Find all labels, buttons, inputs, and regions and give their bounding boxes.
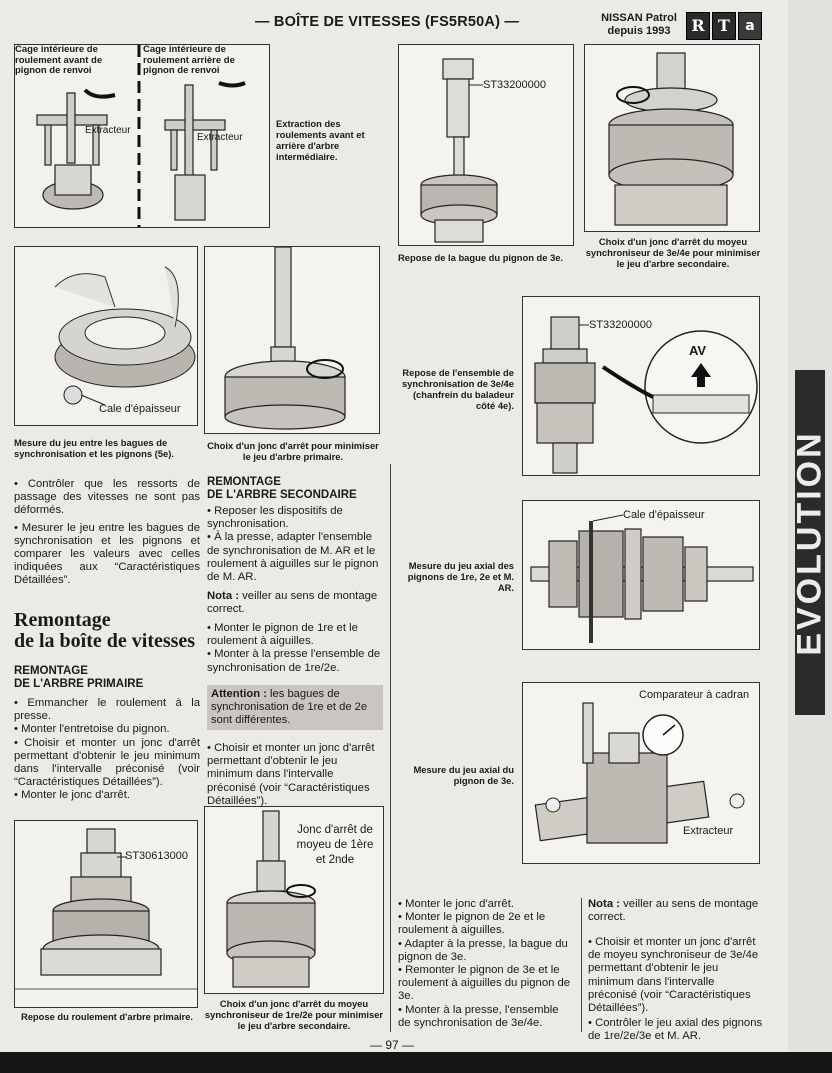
label-front-bearing: Cage intérieure de roulement avant de pignon de renvoi [15,45,131,77]
caption-axial-play-1-2-rev: Mesure du jeu axial des pignons de 1re, 2e et M. AR. [407,560,514,593]
section-title-l2: de la boîte de vitesses [14,630,196,652]
figure-mainshaft-bearing [14,820,198,1008]
caption-snap-ring-1-2: Choix d'un jonc d'arrêt du moyeu synchroniseur de 1re/2e pour minimiser le jeu d'arbre secondaire. [204,998,384,1031]
col2-step-4: • Monter à la presse l'ensemble de synchronisation de 1re/2e. [207,648,381,674]
side-tab-label: EVOLUTION [790,430,829,656]
bottom-edge [0,1052,832,1073]
col2-nota-text: veiller au sens de montage correct. [207,590,378,616]
label-hub-snap-ring-l2: moyeu de 1ère [296,839,374,851]
subheading-countershaft-l2: DE L'ARBRE SECONDAIRE [207,489,357,501]
col2-step-1: • Reposer les dispositifs de synchronisation. [207,505,343,531]
logo-letter-t: T [712,12,736,40]
column-divider-3 [581,898,582,1032]
label-tool-st33200000: ST33200000 [483,79,546,91]
caption-synchro-clearance: Mesure du jeu entre les bagues de synchronisation et les pignons (5e). [14,437,174,459]
column-divider-2 [390,464,391,1032]
label-hub-snap-ring-l3: et 2nde [315,854,355,866]
figure-third-gear-bushing [398,44,574,246]
attention-label: Attention : [211,688,267,700]
col2-nota [207,590,383,616]
col3-step-1: • Monter le jonc d'arrêt. [398,898,514,910]
page-title: — BOÎTE DE VITESSES (FS5R50A) — [255,14,520,30]
col1-steps [14,697,200,803]
col2-steps [207,505,383,584]
figure-mainshaft-snap-ring [204,246,380,434]
logo-letter-a: a [738,12,762,40]
figure-snap-ring-1-2 [204,806,384,994]
col3-steps [398,898,574,1030]
figure-synchro-clearance [14,246,198,426]
col4-step-1: • Choisir et monter un jonc d'arrêt de moyeu synchroniseur de 3e/4e permettant d'obtenir le jeu minimum dans l'intervalle préconisé (voir “Caractéristiques Détaillées”). [588,936,759,1015]
col4-nota-label: Nota : [588,898,621,910]
brand-block [596,12,682,38]
caption-third-gear-bushing: Repose de la bague du pignon de 3e. [398,252,564,263]
label-extractor-right: Extracteur [197,132,243,143]
col2-nota-label: Nota : [207,590,240,602]
col2-steps-b [207,622,383,675]
label-hub-snap-ring-l1: Jonc d'arrêt de [297,824,373,836]
label-tool-st33200000-b: ST33200000 [589,319,652,331]
shaft-illustration [205,247,379,433]
col1-checks [14,478,200,592]
subheading-countershaft [207,476,357,502]
label-front-arrow: AV [689,343,707,358]
synchro-ring-illustration [15,247,197,425]
col4-nota-text: veiller au sens de montage correct. [588,898,759,924]
gear-stack-illustration [523,501,759,649]
attention-text: les bagues de synchronisation de 1re et de 2e sont différentes. [211,688,368,726]
label-extractor-left: Extracteur [85,125,131,136]
col1-step-3: • Choisir et monter un jonc d'arrêt permettant d'obtenir le jeu minimum dans l'intervalle préconisé (voir “Caractéristiques Détaillées”). [14,736,200,789]
subheading-countershaft-l1: REMONTAGE [207,476,281,488]
figure-snap-ring-3-4 [584,44,760,232]
logo-letter-r: R [686,12,710,40]
figure-axial-play-third [522,682,760,864]
col1-bullet-1: • Contrôler que les ressorts de passage des vitesses ne sont pas déformés. [14,478,200,517]
col1-step-1: • Emmancher le roulement à la presse. [14,697,200,723]
subheading-mainshaft-l1: REMONTAGE [14,665,88,677]
col3-step-5: • Monter à la presse, l'ensemble de synchronisation de 3e/4e. [398,1003,559,1029]
caption-snap-ring-3-4: Choix d'un jonc d'arrêt du moyeu synchroniseur de 3e/4e pour minimiser le jeu d'arbre secondaire. [585,236,761,269]
col4-step-2: • Contrôler le jeu axial des pignons de 1re/2e/3e et M. AR. [588,1017,763,1043]
label-tool-st30613000: ST30613000 [125,850,188,862]
label-extractor-b: Extracteur [683,825,734,837]
col2-step-2: • À la presse, adapter l'ensemble de synchronisation de M. AR et le roulement à aiguilles sur le pignon de M. AR. [207,531,379,584]
figure-synchro-3-4-assembly [522,296,760,476]
page-number: — 97 — [370,1038,415,1052]
figure-bearing-extraction [14,44,270,228]
label-dial-gauge: Comparateur à cadran [639,689,750,701]
caption-mainshaft-snap-ring: Choix d'un jonc d'arrêt pour minimiser le jeu d'arbre primaire. [207,440,379,462]
col3-step-4: • Remonter le pignon de 3e et le roulement à aiguilles du pignon de 3e. [398,964,571,1003]
synchro-hub-illustration [585,45,759,231]
label-shim-b: Cale d'épaisseur [623,509,705,521]
brand-line-1: NISSAN Patrol [601,12,677,24]
attention-box [207,685,383,730]
subheading-mainshaft-l2: DE L'ARBRE PRIMAIRE [14,678,144,690]
col2-step-5: • Choisir et monter un jonc d'arrêt permettant d'obtenir le jeu minimum dans l'intervalle préconisé (voir “Caractéristiques Détaillées”). [207,742,375,807]
section-title [14,610,204,652]
col3-step-3: • Adapter à la presse, la bague du pignon de 3e. [398,937,568,963]
bearing-press-illustration [15,821,197,1007]
col1-step-2: • Monter l'entretoise du pignon. [14,723,170,736]
subheading-mainshaft [14,665,143,691]
col4-nota [588,898,764,924]
press-illustration [399,45,573,245]
label-shim: Cale d'épaisseur [99,403,181,415]
label-hub-snap-ring [291,823,379,868]
col1-bullet-2: • Mesurer le jeu entre les bagues de synchronisation et les pignons et comparer les valeurs avec celles indiquées aux “Caractéristiques Détaillées”. [14,521,200,587]
section-title-l1: Remontage [14,609,111,631]
brand-line-2: depuis 1993 [607,25,671,37]
col1-step-4: • Monter le jonc d'arrêt. [14,789,130,802]
caption-mainshaft-bearing: Repose du roulement d'arbre primaire. [20,1011,194,1022]
rta-logo [686,12,762,40]
col4-steps [588,936,764,1044]
caption-synchro-3-4-assembly: Repose de l'ensemble de synchronisation de 3e/4e (chanfrein du baladeur côté 4e). [401,367,514,411]
col3-step-2: • Monter le pignon de 2e et le roulement à aiguilles. [398,911,546,937]
col2-steps-c [207,742,383,808]
label-rear-bearing: Cage intérieure de roulement arrière de pignon de renvoi [143,45,261,77]
col2-step-3: • Monter le pignon de 1re et le roulement à aiguilles. [207,622,358,648]
caption-axial-play-third: Mesure du jeu axial du pignon de 3e. [413,764,514,786]
figure-axial-play-1-2-rev [522,500,760,650]
caption-bearing-extraction: Extraction des roulements avant et arrière d'arbre intermédiaire. [276,118,365,162]
